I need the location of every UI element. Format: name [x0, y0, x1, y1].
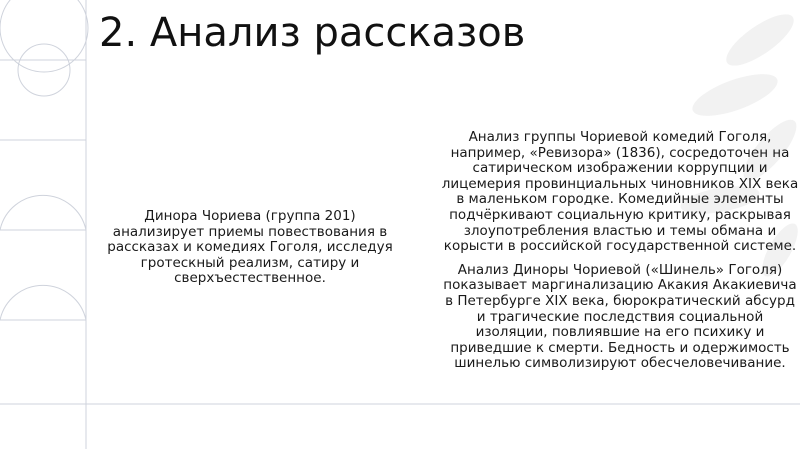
right-text-column: [440, 130, 800, 380]
overcoat-analysis-paragraph: Анализ Диноры Чориевой («Шинель» Гоголя) показывает маргинализацию Акакия Акакиевича в Петербурге XIX века, бюрократический абсурд и трагические последствия социальной изоляции, повлиявшие на его психику и приведшие к смерти. Бедность и одержимость шинелью символизируют обесчеловечивание.: [443, 261, 797, 372]
left-text-block: Динора Чориева (группа 201) анализирует приемы повествования в рассказах и комедиях Гоголя, исследуя гротескный реализм, сатиру и сверхъестественное.: [107, 208, 393, 286]
comedy-analysis-paragraph: Анализ группы Чориевой комедий Гоголя, например, «Ревизора» (1836), сосредоточен на сатирическом изображении коррупции и лицемерия провинциальных чиновников XIX века в маленьком городке. Комедийные элементы подчёркивают социальную критику, раскрывая злоупотребления властью и темы обмана и корысти в российской государственной системе.: [441, 129, 799, 255]
slide-title: 2. Анализ рассказов: [99, 10, 526, 56]
